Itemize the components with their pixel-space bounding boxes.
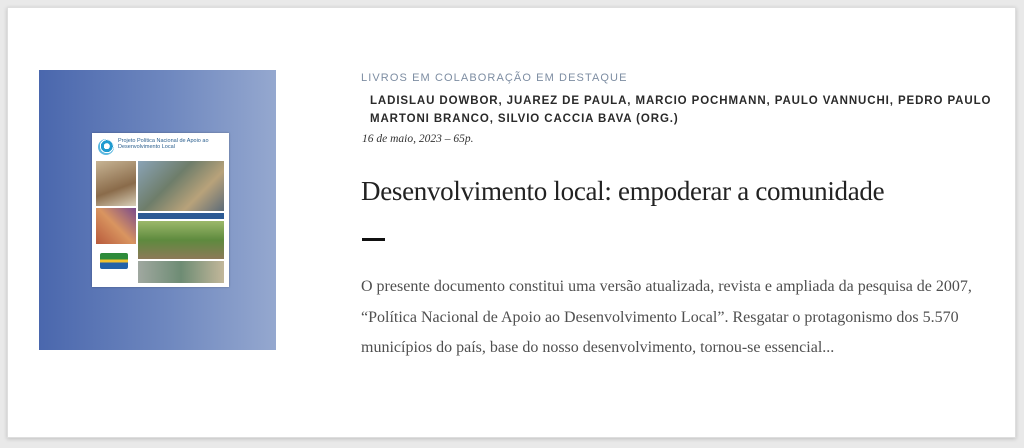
cover-photo-workshop bbox=[138, 161, 224, 211]
category-label[interactable]: LIVROS EM COLABORAÇÃO EM DESTAQUE bbox=[361, 72, 628, 84]
article-description: O presente documento constitui uma versão atualizada, revista e ampliada da pesquisa de 2007, “Política Nacional de Apoio ao Desenvolvimento Local”. Resgatar o protagonismo dos 5.570 municípios do país, base do nosso desenvolvimento, tornou-se essencial... bbox=[361, 278, 972, 356]
featured-book-card bbox=[7, 7, 1016, 438]
publication-meta: 16 de maio, 2023 – 65p. bbox=[362, 133, 474, 145]
cover-photo-field bbox=[138, 221, 224, 259]
cover-photo-crafts bbox=[96, 161, 136, 206]
cover-photo-hands bbox=[96, 208, 136, 244]
authors-list: LADISLAU DOWBOR, JUAREZ DE PAULA, MARCIO POCHMANN, PAULO VANNUCHI, PEDRO PAULO MARTONI BRANCO, SILVIO CACCIA BAVA (ORG.) bbox=[370, 95, 992, 125]
cover-band bbox=[138, 213, 224, 219]
cover-photo-river bbox=[138, 261, 224, 283]
government-logo-icon bbox=[100, 253, 128, 269]
book-cover-panel[interactable] bbox=[39, 70, 276, 350]
title-divider bbox=[362, 238, 385, 241]
article-title[interactable]: Desenvolvimento local: empoderar a comunidade bbox=[361, 176, 885, 206]
book-cover-image[interactable] bbox=[92, 133, 229, 287]
project-logo-icon bbox=[98, 139, 114, 155]
book-cover-title: Projeto Política Nacional de Apoio ao Desenvolvimento Local bbox=[118, 138, 209, 150]
